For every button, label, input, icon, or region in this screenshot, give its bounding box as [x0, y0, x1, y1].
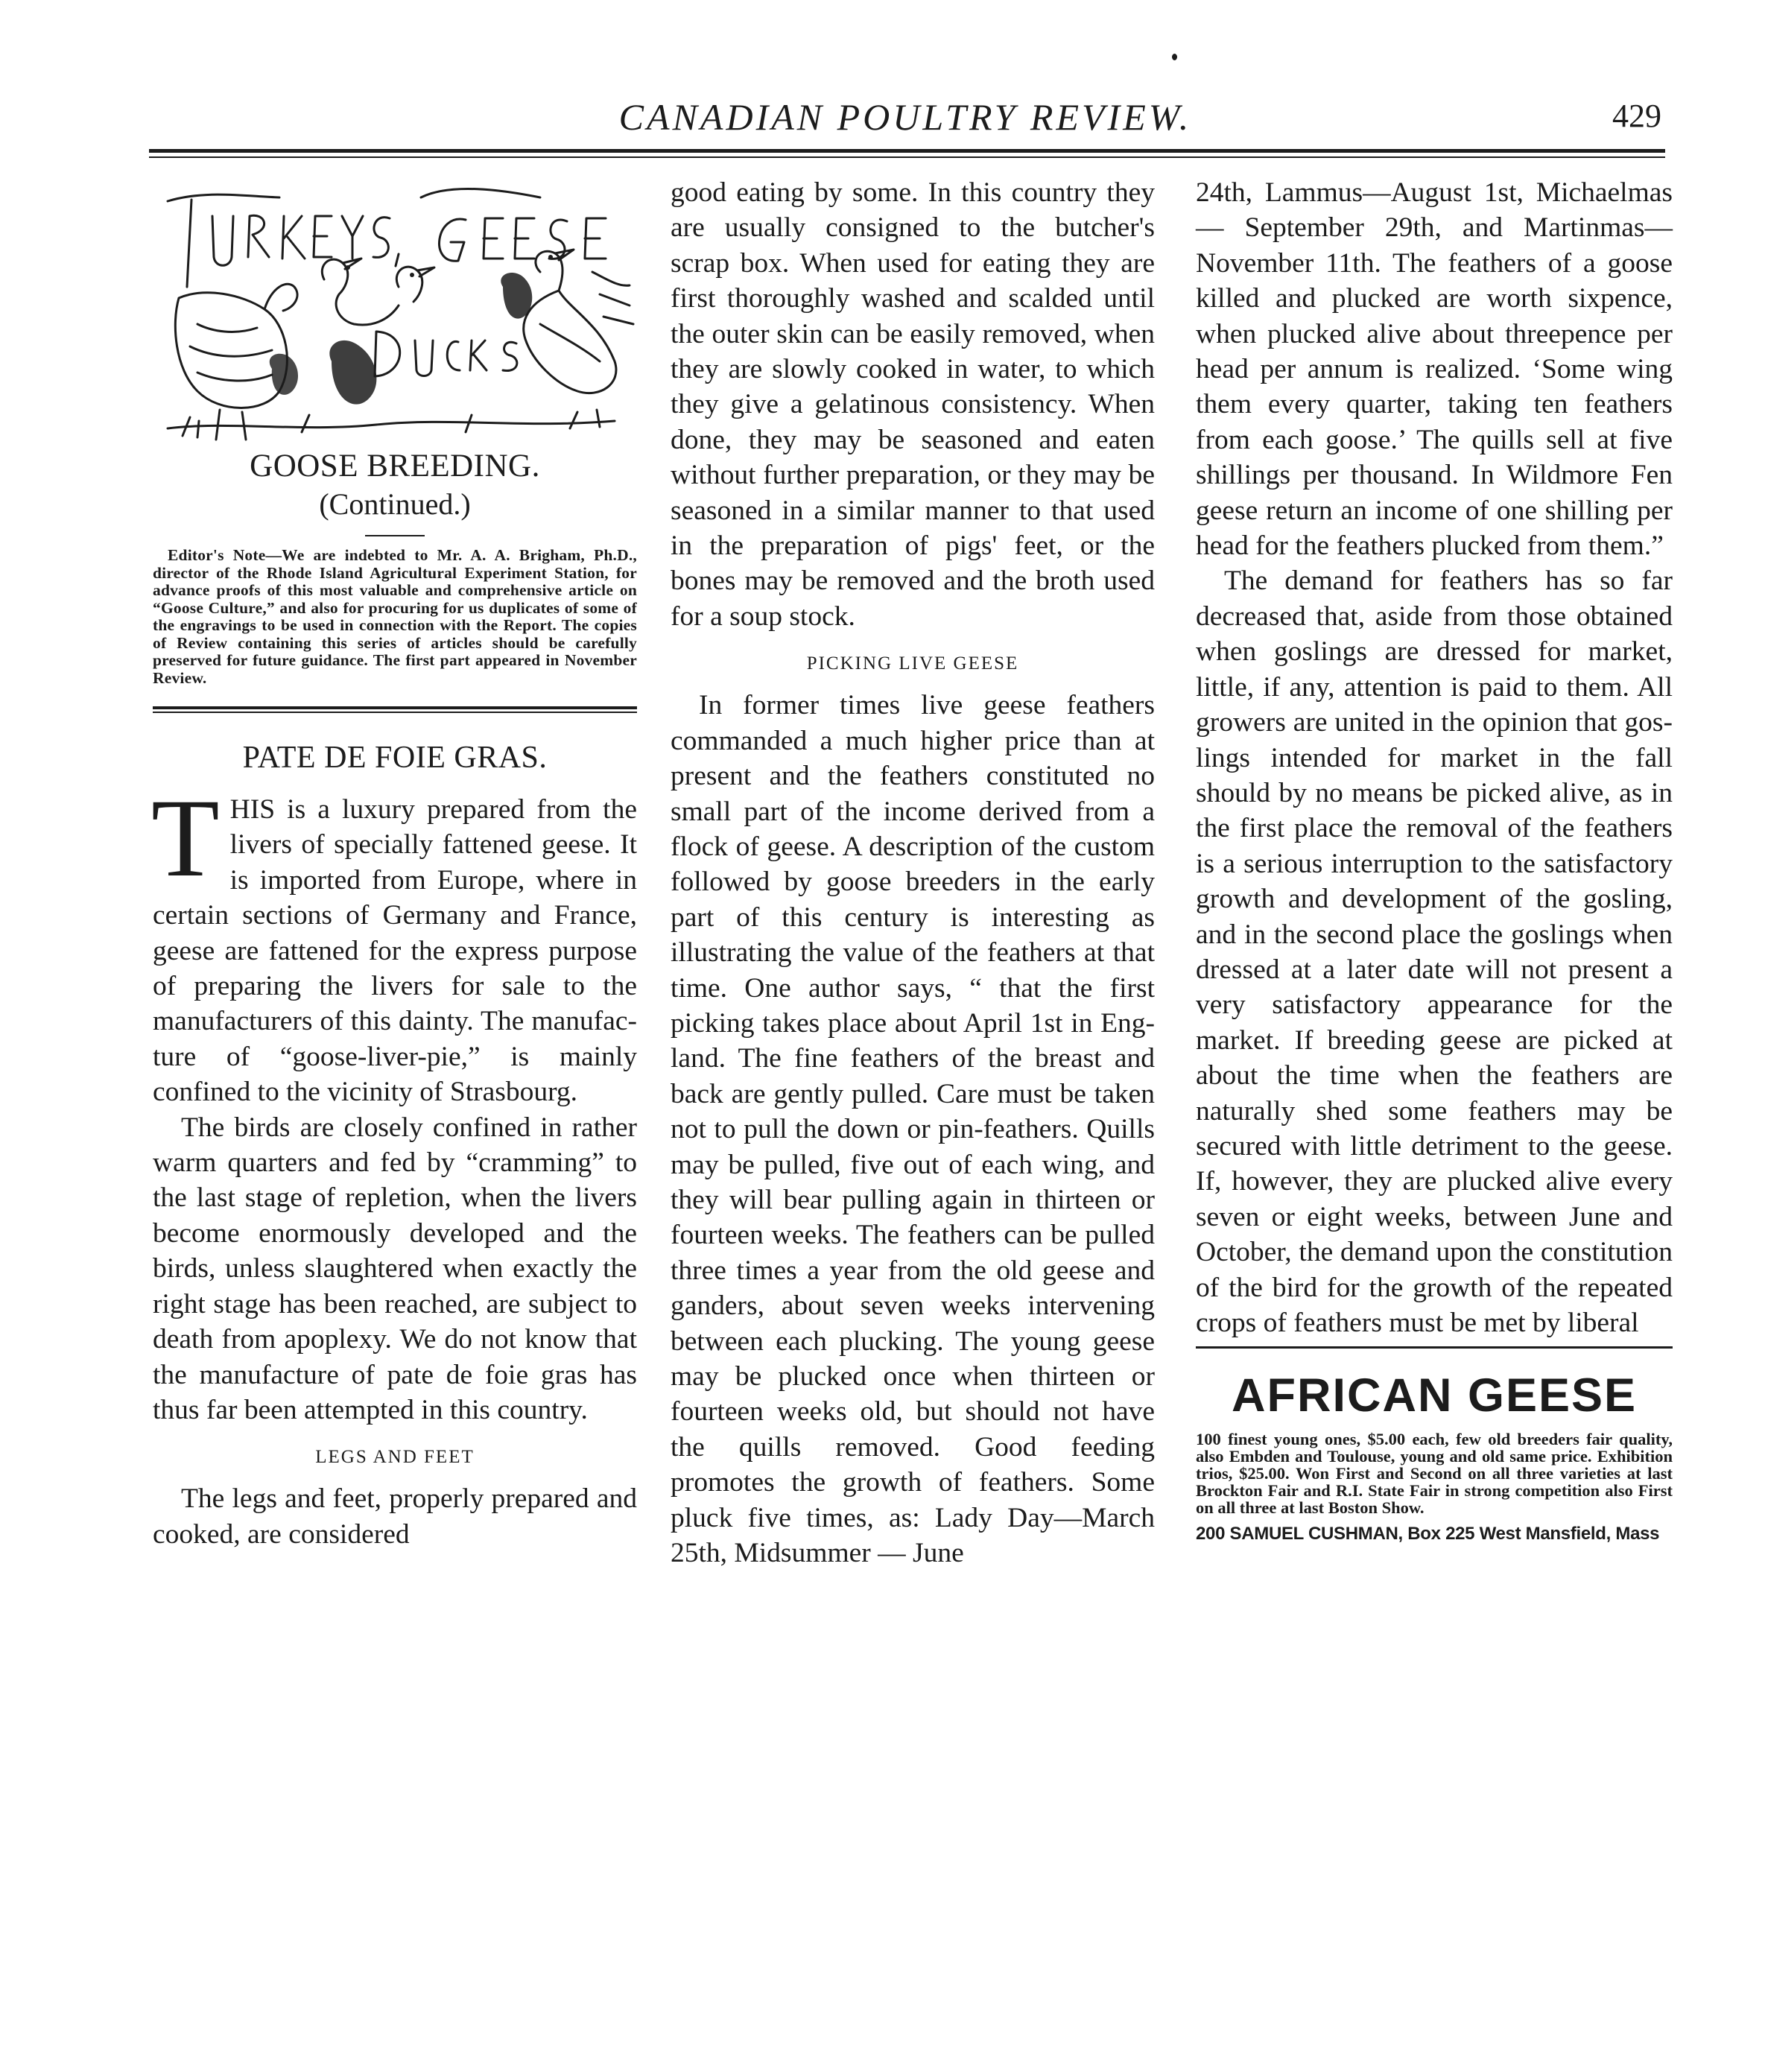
article-paragraph: The legs and feet, properly prepared and cooked, are considered [153, 1483, 637, 1550]
running-head [149, 95, 1661, 140]
article-title: PATE DE FOIE GRAS. [242, 741, 548, 775]
column-1 [153, 175, 637, 1552]
article-paragraph: The demand for feathers has so far decreased that, aside from those obtained when goslings are dressed for market, little, if any, attention is paid to them. All growers are united in the opinion that goslings intended for market in the fall should by no means be picked alive, as in the first place the removal of the feathers is a serious interruption to the satisfactory growth and development of the gosling, and in the second place the goslings when dressed at a later date will not present a very satisfactory appearance for the market. If breeding geese are picked at about the time when the feathers are naturally shed some feathers may be secured with little detriment to the geese. If, however, they are plucked alive every seven or eight weeks, between June and October, the demand upon the constitution of the bird for the growth of the repeated crops of feathers must be met by liberal [1196, 565, 1673, 1338]
poultry-illustration-icon [153, 175, 637, 447]
print-speck [1172, 54, 1177, 60]
running-title: CANADIAN POULTRY REVIEW. [618, 96, 1192, 138]
ad-title: AFRICAN GEESE [1231, 1369, 1638, 1422]
section-subtitle: (Continued.) [319, 487, 471, 521]
header-rule-thin [149, 156, 1665, 158]
ad-contact: 200 SAMUEL CUSHMAN, Box 225 West Mansfield, Mass [1196, 1524, 1660, 1545]
section-title: GOOSE BREEDING. [250, 449, 540, 484]
section-divider [153, 706, 637, 713]
ad-body: 100 finest young ones, $5.00 each, few old breeders fair quality, also Embden and Toulouse, young and old same price. Exhibition trios, $25.00. Won First and Second on all three varieties at last Brockton Fair and R.I. State Fair in strong competition also First on all three at last Boston Show. [1196, 1430, 1673, 1518]
page-number: 429 [1612, 98, 1661, 134]
advertisement-rule [1196, 1346, 1673, 1349]
article-paragraph [151, 776, 637, 1110]
editors-note: Editor's Note—We are indebted to Mr. A. A. Brigham, Ph.D., director of the Rhode Island Agricultural Experiment Station, for advance proofs of this most valuable and comprehensive article on “Goose Culture,” and also for procuring for us duplicates of some of the engravings to be used in connection with the Report. The copies of Review containing this series of articles should be carefully preserved for future guidance. The first part appeared in November Review. [153, 546, 637, 687]
subsection-title: LEGS AND FEET [315, 1447, 475, 1468]
header-rule [149, 149, 1665, 153]
article-paragraph: good eating by some. In this country they are usually consigned to the butcher's scrap box. When used for eating they are first thoroughly washed and scalded until the outer skin can be easily removed, when they are slowly cooked in water, to which they give a gelatinous consistency. When done, they may be seasoned and eaten without further preparation, or they may be seasoned in a similar manner to that used in the preparation of pigs' feet, or the bones may be removed and the broth used for a soup stock. [671, 177, 1155, 632]
advertisement [1196, 1368, 1673, 1545]
article-paragraph: The birds are closely confined in rather warm quarters and fed by “cramming” to the last stage of repletion, when the livers become enormously developed and the birds, unless slaughtered when exactly the right stage has been reached, are subject to death from apoplexy. We do not know that the manufacture of pate de foie gras has thus far been attempted in this country. [153, 1112, 637, 1425]
subsection-title: PICKING LIVE GEESE [806, 653, 1019, 674]
column-2 [671, 175, 1155, 1571]
column-3 [1196, 175, 1673, 1545]
article-paragraph: In former times live geese feathers commanded a much higher price than at present and the feathers constituted no small part of the income derived from a flock of geese. A description of the custom followed by goose breeders in the early part of this century is interesting as illustrating the value of the feathers at that time. One author says, “ that the first picking takes place about April 1st in England. The fine feathers of the breast and back are gently pulled. Care must be taken not to pull the down or pin-feathers. Quills may be pulled, five out of each wing, and they will bear pulling again in thirteen or fourteen weeks. The feathers can be pulled three times a year from the old geese and ganders, about seven weeks intervening between each plucking. The young geese may be plucked once when thirteen or fourteen weeks old, but should not have the quills removed. Good feeding promotes the growth of feathers. Some pluck five times, as: Lady Day—March 25th, Midsummer — June [671, 690, 1155, 1569]
turkeys-geese-ducks-vignette [153, 175, 637, 447]
article-paragraph: 24th, Lammus—August 1st, Michaelmas — September 29th, and Martinmas—November 11th. The feathers of a goose killed and plucked are worth sixpence, when plucked alive about threepence per head per annum is realized. ‘Some wing them every quarter, taking ten feathers from each goose.’ The quills sell at five shillings per thousand. In Wildmore Fen geese return an income of one shilling per head for the feathers plucked from them.” [1196, 177, 1673, 562]
drop-cap: T [151, 776, 220, 900]
paragraph-text: HIS is a luxury prepared from the livers of specially fattened geese. It is imported from Europe, where in certain sections of Germany and France, geese are fattened for the express purpose of preparing the livers for sale to the manufacturers of this dainty. The manufacture of “goose-liver-pie,” is mainly confined to the vicinity of Strasbourg. [153, 794, 637, 1108]
short-rule [365, 535, 425, 536]
